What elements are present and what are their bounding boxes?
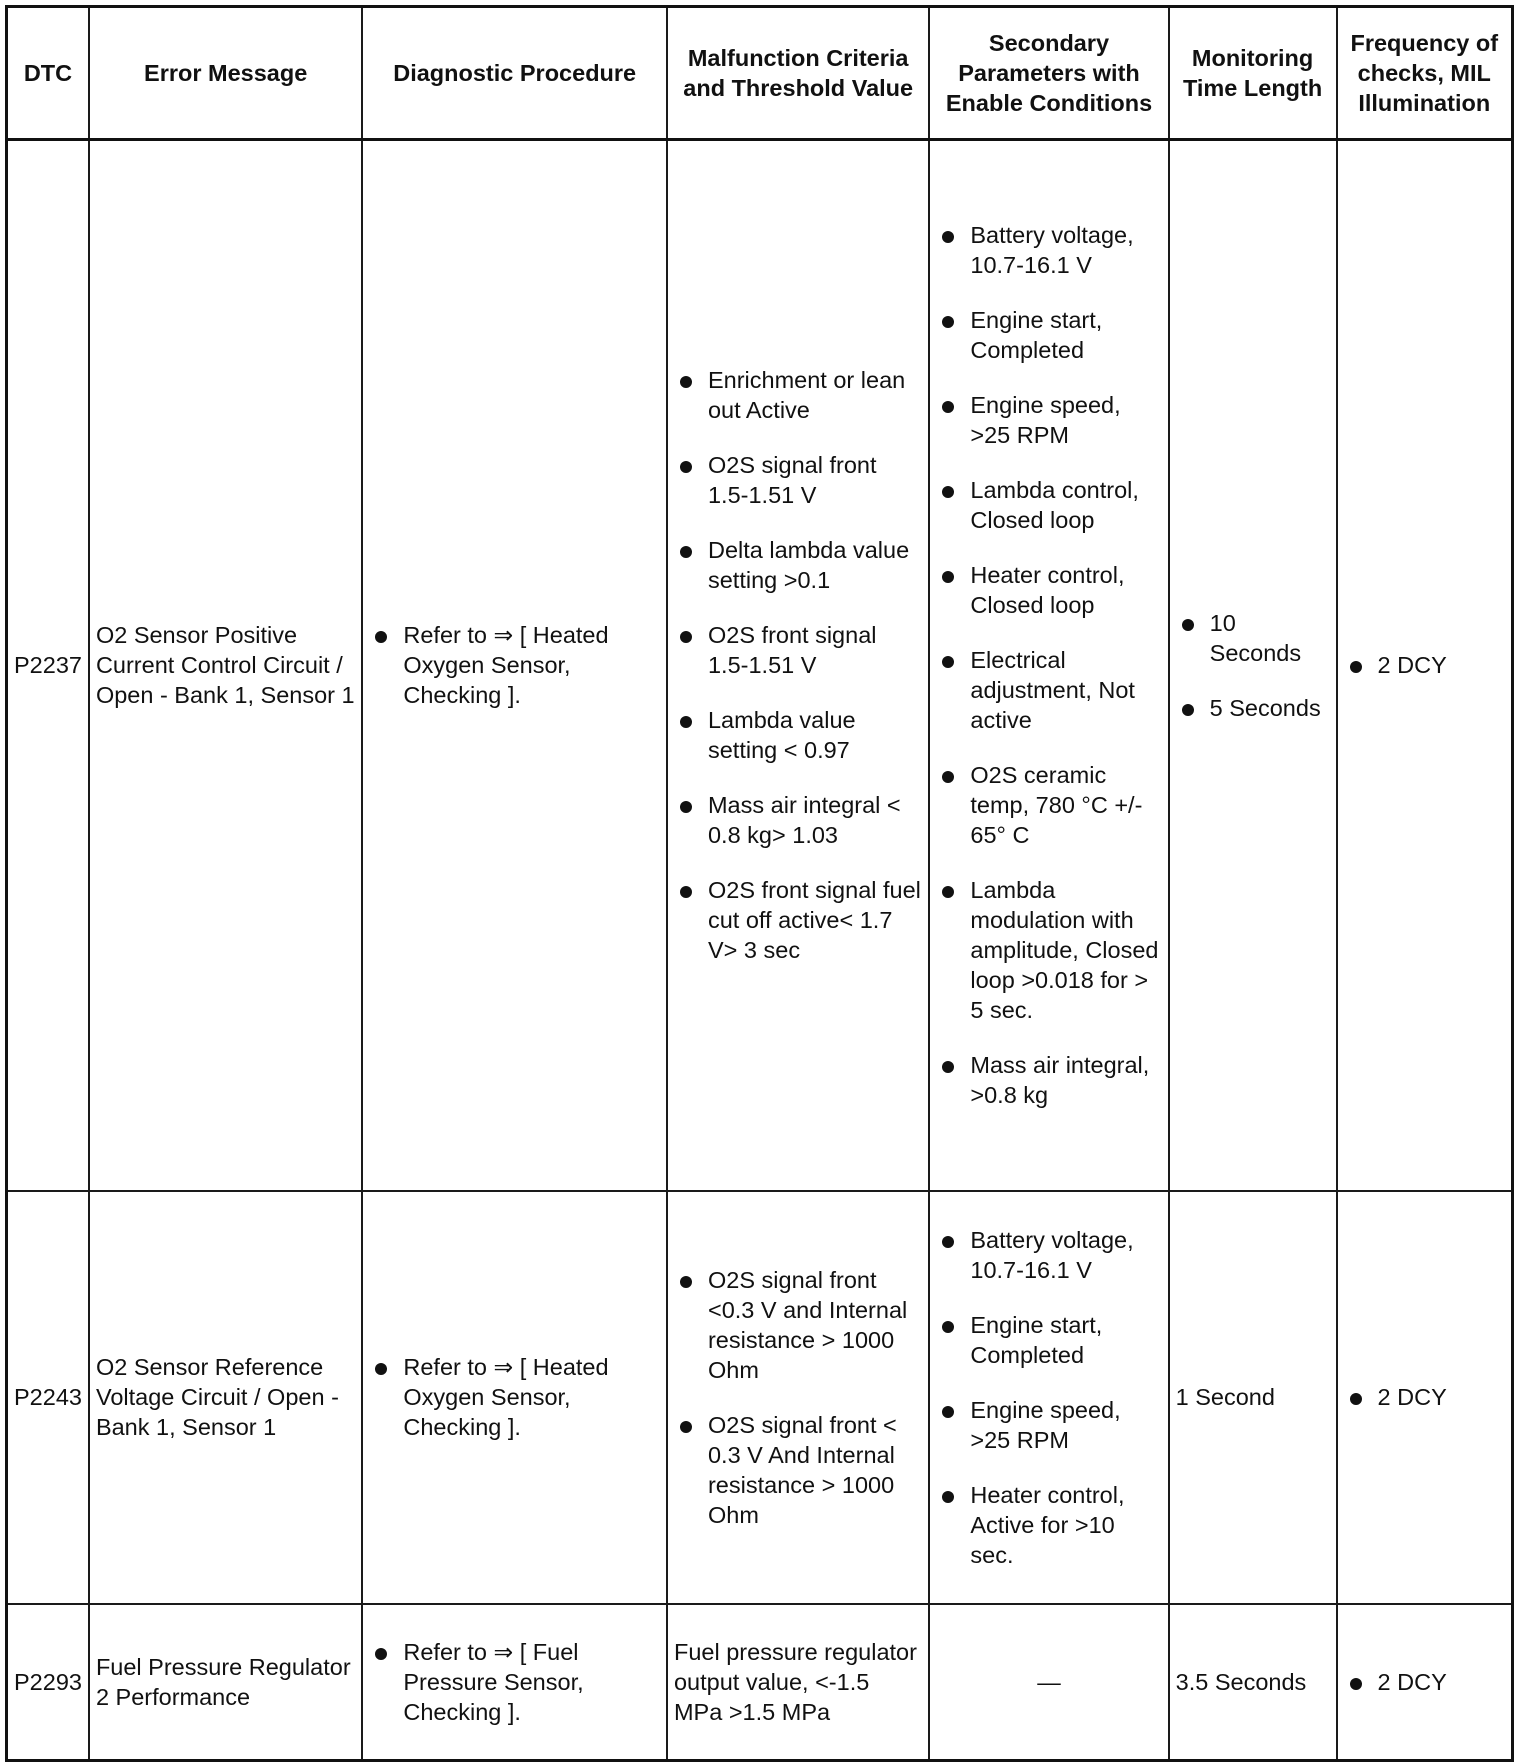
malfunction-criteria xyxy=(667,140,929,1191)
list-item: 10 Seconds xyxy=(1176,608,1330,668)
frequency xyxy=(1337,140,1513,1191)
table-row xyxy=(7,1604,1513,1761)
dtc-code: P2293 xyxy=(7,1604,89,1761)
list-item: O2S front signal fuel cut off active< 1.7 V> 3 sec xyxy=(674,875,922,965)
bullet-icon xyxy=(680,461,692,473)
list-item: O2S ceramic temp, 780 °C +/- 65° C xyxy=(936,760,1161,850)
list-item: Refer to ⇒ [ Fuel Pressure Sensor, Checking ]. xyxy=(369,1637,660,1727)
bullet-icon xyxy=(680,1421,692,1433)
list-item: O2S front signal 1.5-1.51 V xyxy=(674,620,922,680)
bullet-icon xyxy=(942,771,954,783)
list-item: 2 DCY xyxy=(1344,1382,1505,1412)
dtc-table xyxy=(5,5,1514,1762)
list-item: Enrichment or lean out Active xyxy=(674,365,922,425)
list-item: Engine speed, >25 RPM xyxy=(936,390,1161,450)
bullet-icon xyxy=(942,486,954,498)
list-item: Electrical adjustment, Not active xyxy=(936,645,1161,735)
frequency xyxy=(1337,1191,1513,1604)
monitoring-time: 3.5 Seconds xyxy=(1169,1604,1337,1761)
list-item: Refer to ⇒ [ Heated Oxygen Sensor, Checking ]. xyxy=(369,620,660,710)
header-diagnostic-procedure: Diagnostic Procedure xyxy=(362,7,667,140)
bullet-icon xyxy=(942,571,954,583)
secondary-parameters xyxy=(929,1191,1168,1604)
bullet-icon xyxy=(680,376,692,388)
bullet-icon xyxy=(942,401,954,413)
bullet-icon xyxy=(942,1236,954,1248)
bullet-icon xyxy=(942,886,954,898)
list-item: Engine speed, >25 RPM xyxy=(936,1395,1161,1455)
header-monitoring-time: Monitoring Time Length xyxy=(1169,7,1337,140)
list-item: Heater control, Closed loop xyxy=(936,560,1161,620)
bullet-icon xyxy=(680,886,692,898)
malfunction-criteria xyxy=(667,1191,929,1604)
list-item: Mass air integral, >0.8 kg xyxy=(936,1050,1161,1110)
header-secondary-parameters: Secondary Parameters with Enable Conditions xyxy=(929,7,1168,140)
header-malfunction-criteria: Malfunction Criteria and Threshold Value xyxy=(667,7,929,140)
bullet-icon xyxy=(680,801,692,813)
bullet-icon xyxy=(680,1276,692,1288)
bullet-icon xyxy=(680,546,692,558)
header-dtc: DTC xyxy=(7,7,89,140)
bullet-icon xyxy=(1182,619,1194,631)
list-item: 5 Seconds xyxy=(1176,693,1330,723)
list-item: Engine start, Completed xyxy=(936,1310,1161,1370)
bullet-icon xyxy=(680,716,692,728)
header-error-message: Error Message xyxy=(89,7,362,140)
bullet-icon xyxy=(942,1061,954,1073)
header-frequency: Frequency of checks, MIL Illumination xyxy=(1337,7,1513,140)
list-item: Lambda value setting < 0.97 xyxy=(674,705,922,765)
dtc-code: P2243 xyxy=(7,1191,89,1604)
error-message: Fuel Pressure Regulator 2 Performance xyxy=(89,1604,362,1761)
frequency xyxy=(1337,1604,1513,1761)
bullet-icon xyxy=(942,231,954,243)
monitoring-time xyxy=(1169,140,1337,1191)
bullet-icon xyxy=(942,1491,954,1503)
bullet-icon xyxy=(942,1321,954,1333)
dtc-code: P2237 xyxy=(7,140,89,1191)
monitoring-time: 1 Second xyxy=(1169,1191,1337,1604)
header-row xyxy=(7,7,1513,140)
list-item: Lambda modulation with amplitude, Closed loop >0.018 for > 5 sec. xyxy=(936,875,1161,1025)
bullet-icon xyxy=(1350,661,1362,673)
diagnostic-procedure xyxy=(362,1191,667,1604)
table-row xyxy=(7,140,1513,1191)
list-item: Refer to ⇒ [ Heated Oxygen Sensor, Checking ]. xyxy=(369,1352,660,1442)
bullet-icon xyxy=(680,631,692,643)
bullet-icon xyxy=(1350,1678,1362,1690)
table-row xyxy=(7,1191,1513,1604)
list-item: Delta lambda value setting >0.1 xyxy=(674,535,922,595)
error-message: O2 Sensor Positive Current Control Circuit / Open - Bank 1, Sensor 1 xyxy=(89,140,362,1191)
list-item: 2 DCY xyxy=(1344,1667,1505,1697)
list-item: O2S signal front < 0.3 V And Internal resistance > 1000 Ohm xyxy=(674,1410,922,1530)
secondary-parameters xyxy=(929,140,1168,1191)
bullet-icon xyxy=(942,656,954,668)
list-item: 2 DCY xyxy=(1344,650,1505,680)
list-item: O2S signal front 1.5-1.51 V xyxy=(674,450,922,510)
list-item: Heater control, Active for >10 sec. xyxy=(936,1480,1161,1570)
list-item: O2S signal front <0.3 V and Internal resistance > 1000 Ohm xyxy=(674,1265,922,1385)
bullet-icon xyxy=(942,1406,954,1418)
malfunction-criteria: Fuel pressure regulator output value, <-1.5 MPa >1.5 MPa xyxy=(667,1604,929,1761)
bullet-icon xyxy=(1182,704,1194,716)
list-item: Battery voltage, 10.7-16.1 V xyxy=(936,1225,1161,1285)
list-item: Lambda control, Closed loop xyxy=(936,475,1161,535)
error-message: O2 Sensor Reference Voltage Circuit / Open - Bank 1, Sensor 1 xyxy=(89,1191,362,1604)
diagnostic-procedure xyxy=(362,140,667,1191)
bullet-icon xyxy=(375,631,387,643)
list-item: Engine start, Completed xyxy=(936,305,1161,365)
bullet-icon xyxy=(942,316,954,328)
diagnostic-procedure xyxy=(362,1604,667,1761)
list-item: Battery voltage, 10.7-16.1 V xyxy=(936,220,1161,280)
bullet-icon xyxy=(375,1363,387,1375)
secondary-parameters: — xyxy=(929,1604,1168,1761)
bullet-icon xyxy=(1350,1393,1362,1405)
bullet-icon xyxy=(375,1648,387,1660)
list-item: Mass air integral < 0.8 kg> 1.03 xyxy=(674,790,922,850)
